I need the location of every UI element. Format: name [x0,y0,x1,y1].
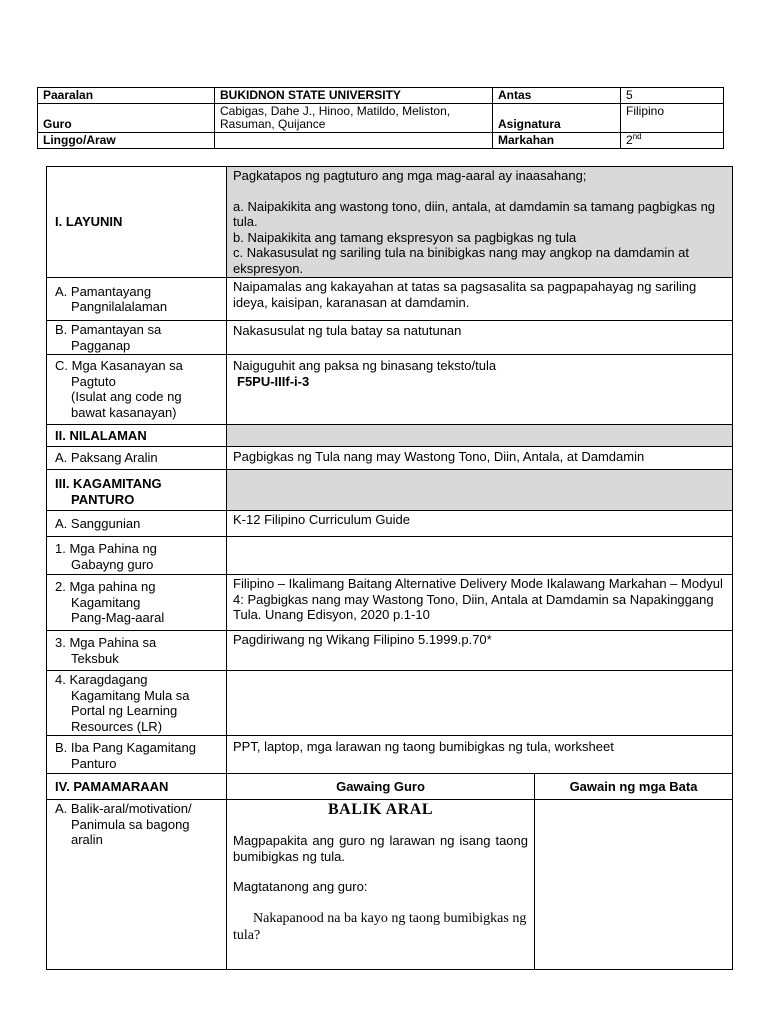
row-pamantayan-pagganap [47,321,733,355]
label-line: Pagganap [71,337,131,353]
header-table [37,87,724,149]
guro-label: Guro [38,104,215,133]
label-line: Panimula sa bagong [71,816,190,832]
label-line: 2. Mga pahina ng [55,579,156,594]
pamantayan-pagganap-label [47,321,227,355]
balik-aral-p1: Magpapakita ang guro ng larawan ng isang taong bumibigkas ng tula. [233,833,528,864]
balik-aral-label [47,800,227,970]
gawain-bata-cell [535,800,733,970]
karagdagang-value [227,671,733,736]
row-kagamitang [47,470,733,511]
pamantayang-pangnilalaman-value: Naipamalas ang kakayahan at tatas sa pagsasalita sa pagpapahayag ng sariling ideya, kaisipan, karanasan at damdamin. [227,278,733,321]
label-line: III. KAGAMITANG [55,476,162,491]
row-pamamaraan [47,774,733,800]
row-gabay-guro [47,537,733,575]
pang-mag-aaral-label [47,575,227,631]
pamantayan-pagganap-value: Nakasusulat ng tula batay sa natutunan [227,321,733,355]
label-line: Panturo [71,755,117,771]
label-line: 3. Mga Pahina sa [55,635,157,650]
gabay-guro-value [227,537,733,575]
teksbuk-label [47,631,227,671]
label-line: PANTURO [71,491,135,507]
markahan-label: Markahan [493,133,621,149]
label-line: A. Balik-aral/motivation/ [55,801,192,816]
label-line: B. Pamantayan sa [55,322,162,337]
paaralan-label: Paaralan [38,88,215,104]
label-line: Portal ng Learning [71,703,178,718]
linggo-label: Linggo/Araw [38,133,215,149]
row-kasanayan [47,355,733,425]
antas-value: 5 [621,88,724,104]
row-karagdagang [47,671,733,736]
paksang-aralin-value: Pagbigkas ng Tula nang may Wastong Tono, Diin, Antala, at Damdamin [227,447,733,470]
label-line: Resources (LR) [71,718,163,734]
label-line: Kagamitang [71,594,141,610]
label-line: Pang-Mag-aaral [71,610,165,625]
paksang-aralin-label: A. Paksang Aralin [47,447,227,470]
sanggunian-label: A. Sanggunian [47,511,227,537]
iba-pang-label [47,736,227,774]
asignatura-label: Asignatura [493,104,621,133]
guro-value: Cabigas, Dahe J., Hinoo, Matildo, Meliston, Rasuman, Quijance [215,104,493,133]
label-line: bawat kasanayan) [71,404,177,420]
pamantayang-pangnilalaman-label [47,278,227,321]
pang-mag-aaral-value: Filipino – Ikalimang Baitang Alternative Delivery Mode Ikalawang Markahan – Modyul 4: Pagbigkas nang may Wastong Tono, Diin, Antala at Damdamin sa Napakinggang Tula. Unang Edisyon, 2020 p.1-10 [227,575,733,631]
row-layunin [47,167,733,278]
sanggunian-value: K-12 Filipino Curriculum Guide [227,511,733,537]
label-line: A. Pamantayang [55,283,152,299]
layunin-c: c. Nakasusulat ng sariling tula na binibigkas nang may angkop na damdamin at ekspresyon. [233,245,689,276]
layunin-a: a. Naipakikita ang wastong tono, diin, antala, at damdamin sa tamang pagbigkas ng tula. [233,198,716,229]
iba-pang-value: PPT, laptop, mga larawan ng taong bumibigkas ng tula, worksheet [227,736,733,774]
row-iba-pang [47,736,733,774]
label-line: 4. Karagdagang [55,672,148,687]
linggo-value [215,133,493,149]
label-line: aralin [71,832,103,847]
label-line: B. Iba Pang Kagamitang [55,740,196,755]
row-teksbuk [47,631,733,671]
row-paksang-aralin [47,447,733,470]
teksbuk-value: Pagdiriwang ng Wikang Filipino 5.1999.p.70* [227,631,733,671]
row-nilalaman [47,425,733,447]
kagamitang-content [227,470,733,511]
karagdagang-label [47,671,227,736]
markahan-number: 2 [626,133,633,147]
balik-aral-p2: Magtatanong ang guro: [233,879,368,894]
kasanayan-label [47,355,227,425]
kasanayan-code: F5PU-IIIf-i-3 [237,373,310,389]
layunin-label: I. LAYUNIN [47,167,227,278]
kasanayan-value [227,355,733,425]
label-line: Teksbuk [71,650,119,666]
label-line: Gabayng guro [71,556,154,572]
label-line: C. Mga Kasanayan sa [55,358,183,373]
lesson-plan-table [46,166,733,970]
label-line: (Isulat ang code ng [71,389,182,404]
kasanayan-text: Naiguguhit ang paksa ng binasang teksto/tula [233,358,497,373]
balik-aral-p3: Nakapanood na ba kayo ng taong bumibigkas ng tula? [233,910,527,943]
layunin-content [227,167,733,278]
col-gawain-bata: Gawain ng mga Bata [535,774,733,800]
balik-aral-content [227,800,535,970]
balik-aral-title: BALIK ARAL [327,801,434,818]
kagamitang-label [47,470,227,511]
row-sanggunian [47,511,733,537]
nilalaman-label: II. NILALAMAN [47,425,227,447]
markahan-suffix: nd [632,132,642,141]
row-balik-aral [47,800,733,970]
paaralan-value: BUKIDNON STATE UNIVERSITY [215,88,493,104]
layunin-intro: Pagkatapos ng pagtuturo ang mga mag-aaral ay inaasahang; [233,168,587,183]
row-pang-mag-aaral [47,575,733,631]
asignatura-value: Filipino [621,104,724,133]
pamamaraan-label: IV. PAMAMARAAN [47,774,227,800]
layunin-b: b. Naipakikita ang tamang ekspresyon sa pagbigkas ng tula [233,229,577,245]
label-line: Pagtuto [71,373,116,389]
markahan-value [621,133,724,149]
gabay-guro-label [47,537,227,575]
antas-label: Antas [493,88,621,104]
col-gawaing-guro: Gawaing Guro [227,774,535,800]
label-line: 1. Mga Pahina ng [55,541,157,556]
label-line: Kagamitang Mula sa [71,687,190,703]
label-line: Pangnilalalaman [71,299,168,314]
row-pamantayang-pangnilalaman [47,278,733,321]
nilalaman-content [227,425,733,447]
